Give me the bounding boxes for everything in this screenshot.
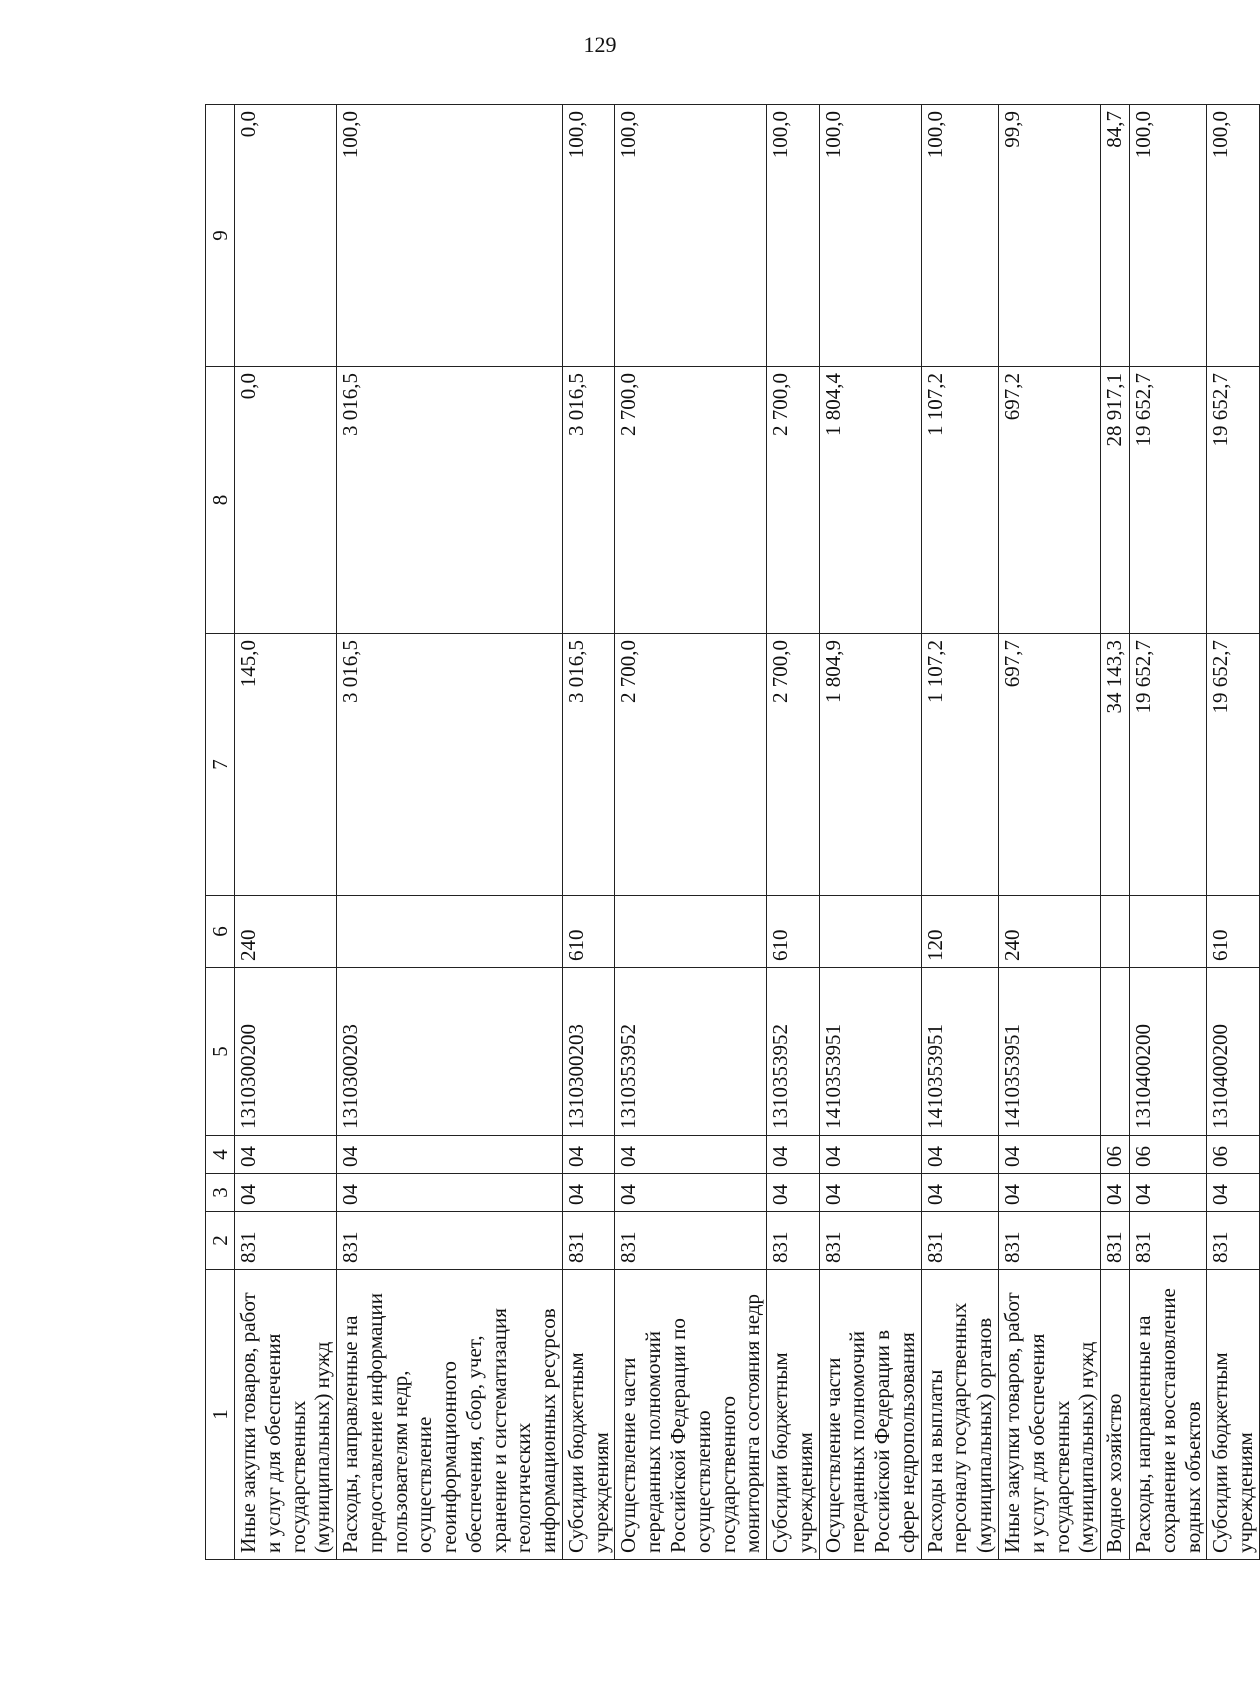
cell-plan: 3 016,5 [337,634,563,896]
cell-description: Расходы, направленные на предоставление информации пользователям недр, осуществление геоинформационного обеспечения, сбор, учет, хранение и систематизация геологических информационных ресурсов [337,1270,563,1560]
cell-target-article: 1310400200 [1207,968,1260,1136]
cell-actual: 1 804,4 [819,367,921,634]
cell-expense-type: 610 [562,896,615,968]
col-header-9: 9 [206,105,235,367]
cell-target-article: 1410353951 [921,968,998,1136]
cell-actual: 3 016,5 [337,367,563,634]
cell-plan: 697,7 [998,634,1100,896]
cell-subsection: 04 [767,1136,820,1174]
cell-expense-type [1130,896,1207,968]
table-row [819,105,921,1560]
cell-expense-type: 610 [767,896,820,968]
cell-percent: 100,0 [1130,105,1207,367]
cell-ministry: 831 [235,1212,337,1270]
cell-subsection: 04 [337,1136,563,1174]
cell-plan: 145,0 [235,634,337,896]
header-row [206,105,235,1560]
cell-plan: 3 016,5 [562,634,615,896]
cell-ministry: 831 [562,1212,615,1270]
table-row [337,105,563,1560]
cell-percent: 84,7 [1101,105,1130,367]
cell-section: 04 [998,1174,1100,1212]
cell-plan: 1 804,9 [819,634,921,896]
cell-expense-type [337,896,563,968]
cell-target-article: 1310400200 [1130,968,1207,1136]
cell-ministry: 831 [1101,1212,1130,1270]
cell-description: Субсидии бюджетным учреждениям [767,1270,820,1560]
cell-description: Субсидии бюджетным учреждениям [1207,1270,1260,1560]
cell-ministry: 831 [998,1212,1100,1270]
cell-plan: 34 143,3 [1101,634,1130,896]
table-row [615,105,767,1560]
cell-actual: 28 917,1 [1101,367,1130,634]
cell-subsection: 04 [235,1136,337,1174]
cell-description: Иные закупки товаров, работ и услуг для обеспечения государственных (муниципальных) нужд [998,1270,1100,1560]
cell-subsection: 06 [1130,1136,1207,1174]
table-row [767,105,820,1560]
cell-description: Расходы на выплаты персоналу государственных (муниципальных) органов [921,1270,998,1560]
cell-section: 04 [235,1174,337,1212]
cell-expense-type: 120 [921,896,998,968]
cell-target-article: 1310300203 [337,968,563,1136]
cell-target-article: 1310353952 [615,968,767,1136]
cell-section: 04 [1130,1174,1207,1212]
cell-percent: 100,0 [921,105,998,367]
cell-ministry: 831 [615,1212,767,1270]
cell-target-article [1101,968,1130,1136]
cell-percent: 99,9 [998,105,1100,367]
cell-target-article: 1310300203 [562,968,615,1136]
cell-description: Иные закупки товаров, работ и услуг для обеспечения государственных (муниципальных) нужд [235,1270,337,1560]
cell-subsection: 04 [998,1136,1100,1174]
cell-target-article: 1410353951 [819,968,921,1136]
cell-subsection: 04 [819,1136,921,1174]
cell-percent: 100,0 [562,105,615,367]
col-header-1: 1 [206,1270,235,1560]
cell-expense-type: 240 [235,896,337,968]
cell-section: 04 [1101,1174,1130,1212]
cell-section: 04 [819,1174,921,1212]
cell-description: Водное хозяйство [1101,1270,1130,1560]
cell-expense-type: 610 [1207,896,1260,968]
cell-plan: 2 700,0 [767,634,820,896]
cell-description: Субсидии бюджетным учреждениям [562,1270,615,1560]
cell-subsection: 04 [562,1136,615,1174]
table-row [562,105,615,1560]
table-row [1101,105,1130,1560]
cell-plan: 2 700,0 [615,634,767,896]
cell-plan: 19 652,7 [1130,634,1207,896]
cell-target-article: 1410353951 [998,968,1100,1136]
cell-percent: 100,0 [615,105,767,367]
budget-table [205,104,1260,1560]
cell-ministry: 831 [1130,1212,1207,1270]
col-header-4: 4 [206,1136,235,1174]
cell-section: 04 [1207,1174,1260,1212]
cell-plan: 1 107,2 [921,634,998,896]
cell-description: Осуществление части переданных полномочий Российской Федерации по осуществлению государственного мониторинга состояния недр [615,1270,767,1560]
cell-expense-type [1101,896,1130,968]
cell-subsection: 06 [1207,1136,1260,1174]
cell-actual: 2 700,0 [767,367,820,634]
table-row [921,105,998,1560]
col-header-7: 7 [206,634,235,896]
cell-actual: 19 652,7 [1130,367,1207,634]
cell-subsection: 04 [615,1136,767,1174]
cell-actual: 2 700,0 [615,367,767,634]
cell-section: 04 [767,1174,820,1212]
cell-expense-type [615,896,767,968]
cell-percent: 0,0 [235,105,337,367]
cell-ministry: 831 [1207,1212,1260,1270]
col-header-3: 3 [206,1174,235,1212]
cell-percent: 100,0 [767,105,820,367]
cell-ministry: 831 [921,1212,998,1270]
cell-ministry: 831 [819,1212,921,1270]
cell-description: Расходы, направленные на сохранение и восстановление водных объектов [1130,1270,1207,1560]
table-row [235,105,337,1560]
cell-subsection: 04 [921,1136,998,1174]
cell-percent: 100,0 [337,105,563,367]
cell-percent: 100,0 [819,105,921,367]
cell-ministry: 831 [767,1212,820,1270]
cell-expense-type [819,896,921,968]
table-row [1207,105,1260,1560]
cell-section: 04 [562,1174,615,1212]
cell-actual: 1 107,2 [921,367,998,634]
cell-section: 04 [615,1174,767,1212]
cell-target-article: 1310300200 [235,968,337,1136]
table-row [998,105,1100,1560]
col-header-5: 5 [206,968,235,1136]
cell-plan: 19 652,7 [1207,634,1260,896]
table-row [1130,105,1207,1560]
col-header-8: 8 [206,367,235,634]
cell-description: Осуществление части переданных полномочий Российской Федерации в сфере недропользования [819,1270,921,1560]
page-number: 129 [583,32,617,57]
cell-section: 04 [921,1174,998,1212]
cell-percent: 100,0 [1207,105,1260,367]
cell-ministry: 831 [337,1212,563,1270]
cell-actual: 0,0 [235,367,337,634]
col-header-6: 6 [206,896,235,968]
cell-actual: 697,2 [998,367,1100,634]
cell-target-article: 1310353952 [767,968,820,1136]
cell-actual: 3 016,5 [562,367,615,634]
cell-actual: 19 652,7 [1207,367,1260,634]
cell-subsection: 06 [1101,1136,1130,1174]
rotated-table-wrapper [205,105,1258,1560]
col-header-2: 2 [206,1212,235,1270]
cell-section: 04 [337,1174,563,1212]
cell-expense-type: 240 [998,896,1100,968]
